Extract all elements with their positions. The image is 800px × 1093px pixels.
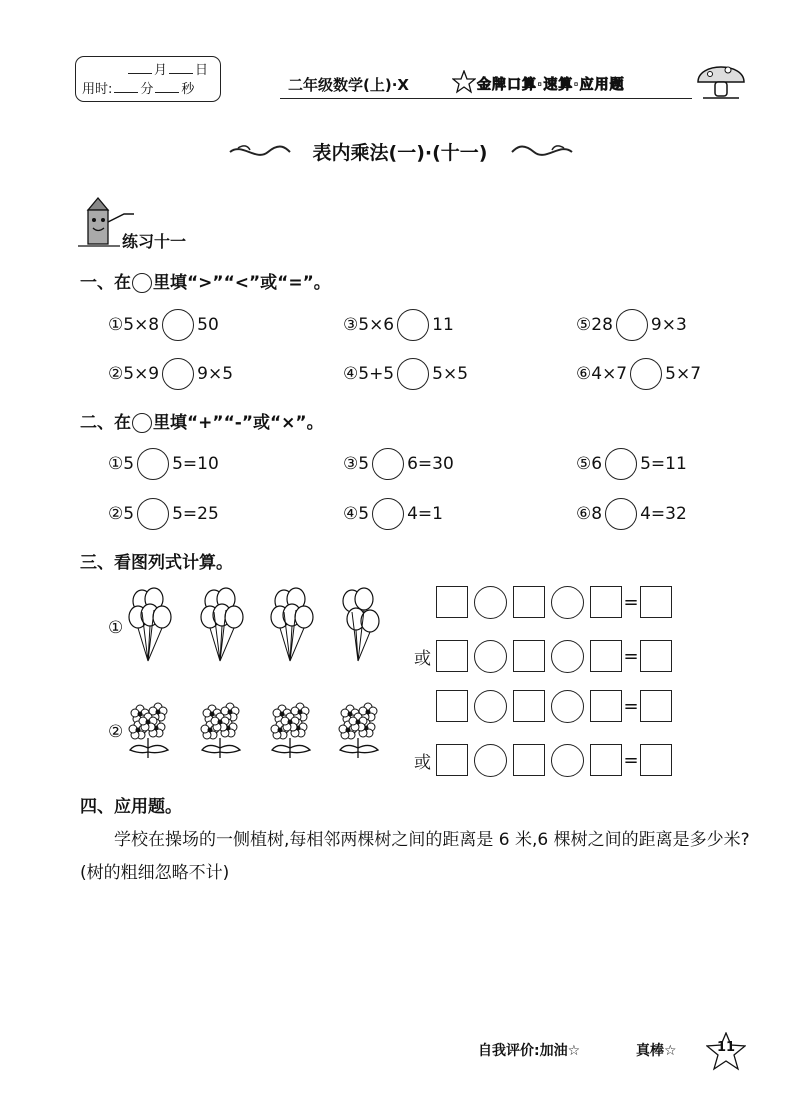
section3-heading <box>80 548 233 573</box>
answer-row-2 <box>414 638 672 674</box>
answer-box[interactable] <box>590 640 622 672</box>
answer-circle[interactable] <box>630 358 662 390</box>
answer-circle[interactable] <box>474 586 507 619</box>
answer-row-1 <box>414 584 672 620</box>
item-right: 5=11 <box>640 454 687 474</box>
great-label: 真棒☆ <box>636 1043 677 1059</box>
section4-heading-text: 四、应用题。 <box>80 797 182 817</box>
answer-circle[interactable] <box>397 309 429 341</box>
answer-circle[interactable] <box>551 586 584 619</box>
day-label: 日 <box>195 63 209 78</box>
answer-circle[interactable] <box>551 640 584 673</box>
equals-sign: = <box>623 645 639 667</box>
item-number: ⑥ <box>576 504 592 524</box>
answer-circle[interactable] <box>137 498 169 530</box>
answer-box[interactable] <box>436 586 468 618</box>
answer-circle[interactable] <box>551 690 584 723</box>
item-right: 5=10 <box>172 454 219 474</box>
item-left: 6 <box>591 454 603 474</box>
balloon-bunch-4 <box>343 588 379 661</box>
answer-box[interactable] <box>436 640 468 672</box>
s2-item-5 <box>576 447 687 481</box>
date-row <box>126 60 208 81</box>
section1-pre: 一、在 <box>80 273 131 293</box>
answer-box[interactable] <box>590 744 622 776</box>
section1-heading <box>80 268 331 293</box>
flower-bunch-1 <box>129 703 168 758</box>
item-number: ⑥ <box>576 364 592 384</box>
s1-item-5 <box>576 308 687 342</box>
s1-item-2 <box>108 357 233 391</box>
item-number: ③ <box>343 315 359 335</box>
item-number: ③ <box>343 454 359 474</box>
section4-heading <box>80 792 182 817</box>
problem2-number: ② <box>108 722 124 742</box>
day-blank <box>169 60 193 74</box>
balloon-bunch-1 <box>129 588 171 661</box>
item-number: ④ <box>343 364 359 384</box>
item-number: ④ <box>343 504 359 524</box>
circle-symbol-icon <box>132 413 152 433</box>
section2-post: 里填“+”“-”或“×”。 <box>153 413 324 433</box>
month-blank <box>128 60 152 74</box>
item-right: 11 <box>432 315 454 335</box>
item-number: ① <box>108 454 124 474</box>
answer-box[interactable] <box>640 586 672 618</box>
item-left: 28 <box>591 315 613 335</box>
time-label: 用时: <box>82 82 113 97</box>
item-left: 8 <box>591 504 603 524</box>
exercise-label: 练习十一 <box>122 232 187 251</box>
item-number: ⑤ <box>576 315 592 335</box>
equals-sign: = <box>623 591 639 613</box>
item-right: 9×3 <box>650 315 687 335</box>
second-blank <box>155 79 179 93</box>
answer-circle[interactable] <box>137 448 169 480</box>
tagline: 金牌口算·速算·应用题 <box>477 77 625 93</box>
second-label: 秒 <box>181 82 195 97</box>
s1-item-4 <box>343 357 468 391</box>
minute-label: 分 <box>140 82 154 97</box>
s2-item-3 <box>343 447 454 481</box>
flower-bunch-2 <box>201 703 240 758</box>
s1-item-6 <box>576 357 701 391</box>
item-number: ⑤ <box>576 454 592 474</box>
answer-box[interactable] <box>513 690 545 722</box>
answer-circle[interactable] <box>162 309 194 341</box>
answer-circle[interactable] <box>551 744 584 777</box>
equals-sign: = <box>623 749 639 771</box>
item-left: 5+5 <box>358 364 395 384</box>
time-row <box>82 79 194 100</box>
answer-box[interactable] <box>436 690 468 722</box>
answer-circle[interactable] <box>372 448 404 480</box>
answer-row-3 <box>414 688 672 724</box>
equals-sign: = <box>623 695 639 717</box>
date-time-box <box>75 56 221 102</box>
self-eval-label: 自我评价:加油☆ <box>478 1043 581 1059</box>
flower-bunch-3 <box>271 703 310 758</box>
answer-circle[interactable] <box>474 690 507 723</box>
item-left: 4×7 <box>591 364 628 384</box>
answer-circle[interactable] <box>605 448 637 480</box>
s2-item-2 <box>108 497 219 531</box>
item-right: 5×7 <box>665 364 702 384</box>
balloon-groups <box>126 585 396 665</box>
month-label: 月 <box>154 63 168 78</box>
right-flourish-icon <box>510 140 574 164</box>
flower-bunch-4 <box>339 703 378 758</box>
item-number: ① <box>108 315 124 335</box>
star-icon <box>452 70 476 94</box>
or-label: 或 <box>414 648 431 669</box>
page-number: 11 <box>716 1040 736 1055</box>
item-right: 5×5 <box>432 364 469 384</box>
answer-circle[interactable] <box>616 309 648 341</box>
item-right: 4=32 <box>640 504 687 524</box>
section3-heading-text: 三、看图列式计算。 <box>80 553 233 573</box>
section2-heading <box>80 408 324 433</box>
answer-circle[interactable] <box>605 498 637 530</box>
circle-symbol-icon <box>132 273 152 293</box>
answer-box[interactable] <box>640 640 672 672</box>
answer-box[interactable] <box>640 744 672 776</box>
header-rule <box>280 98 692 99</box>
item-number: ② <box>108 504 124 524</box>
mushroom-icon <box>695 56 747 102</box>
item-left: 5 <box>123 504 135 524</box>
section1-post: 里填“>”“<”或“=”。 <box>153 273 331 293</box>
answer-box[interactable] <box>640 690 672 722</box>
word-problem-text: 学校在操场的一侧植树,每相邻两棵树之间的距离是 6 米,6 棵树之间的距离是多少米?(树的粗细忽略不计) <box>80 830 750 883</box>
item-right: 50 <box>197 315 219 335</box>
item-right: 5=25 <box>172 504 219 524</box>
balloon-bunch-2 <box>201 588 243 661</box>
item-right: 6=30 <box>407 454 454 474</box>
item-left: 5 <box>123 454 135 474</box>
answer-circle[interactable] <box>372 498 404 530</box>
answer-circle[interactable] <box>474 744 507 777</box>
item-left: 5 <box>358 504 370 524</box>
page-title: 表内乘法(一)·(十一) <box>312 142 488 164</box>
s2-item-4 <box>343 497 443 531</box>
answer-box[interactable] <box>513 744 545 776</box>
s2-item-6 <box>576 497 687 531</box>
answer-circle[interactable] <box>397 358 429 390</box>
section2-pre: 二、在 <box>80 413 131 433</box>
s1-item-1 <box>108 308 219 342</box>
item-right: 9×5 <box>197 364 234 384</box>
item-number: ② <box>108 364 124 384</box>
answer-circle[interactable] <box>474 640 507 673</box>
item-left: 5×9 <box>123 364 160 384</box>
answer-box[interactable] <box>590 586 622 618</box>
s1-item-3 <box>343 308 454 342</box>
problem1-number: ① <box>108 618 124 638</box>
item-left: 5×8 <box>123 315 160 335</box>
answer-box[interactable] <box>590 690 622 722</box>
answer-circle[interactable] <box>162 358 194 390</box>
balloon-bunch-3 <box>271 588 313 661</box>
answer-box[interactable] <box>513 586 545 618</box>
answer-box[interactable] <box>436 744 468 776</box>
item-left: 5×6 <box>358 315 395 335</box>
s2-item-1 <box>108 447 219 481</box>
item-right: 4=1 <box>407 504 443 524</box>
series-title: 二年级数学(上)·X <box>288 76 409 94</box>
answer-row-4 <box>414 742 672 778</box>
flower-groups <box>126 702 396 762</box>
or-label: 或 <box>414 752 431 773</box>
minute-blank <box>114 79 138 93</box>
item-left: 5 <box>358 454 370 474</box>
answer-box[interactable] <box>513 640 545 672</box>
